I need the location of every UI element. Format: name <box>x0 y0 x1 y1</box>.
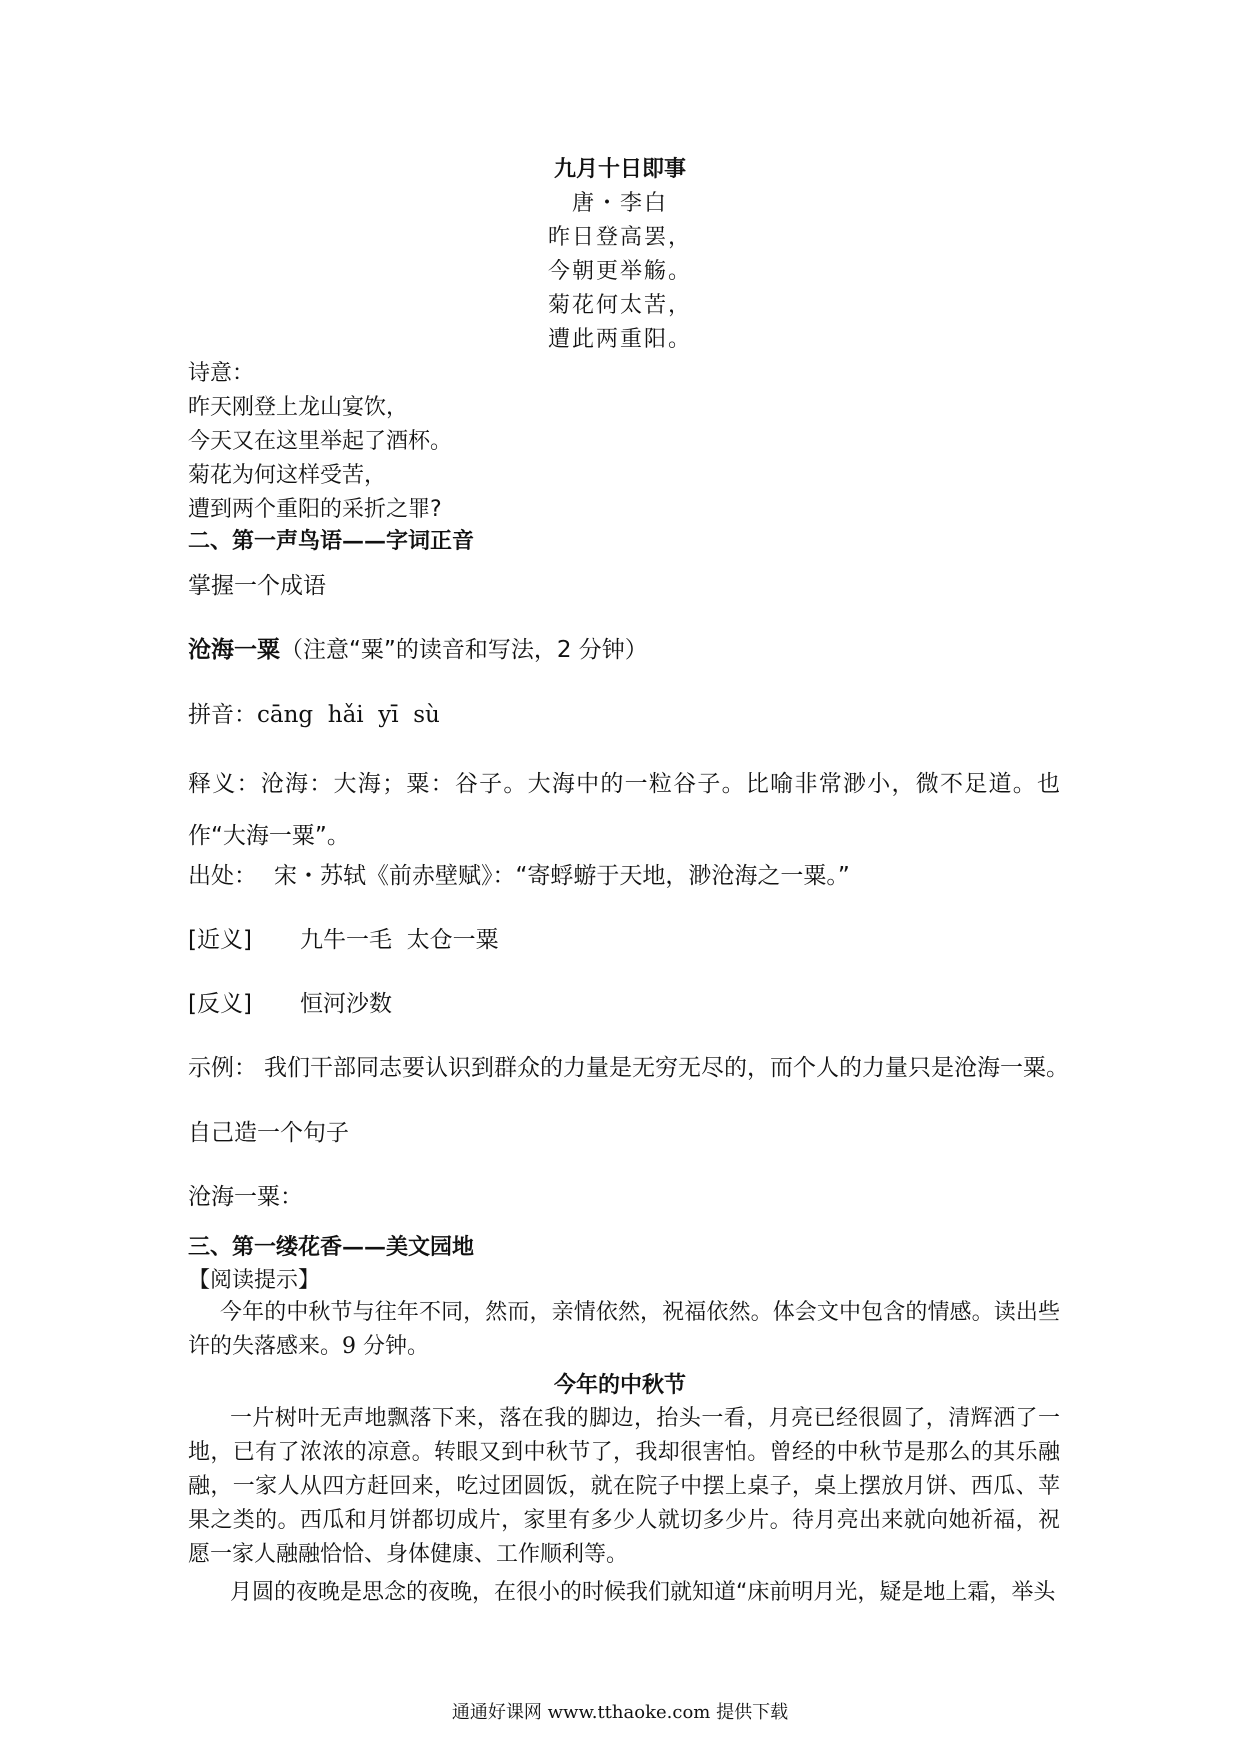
example-label: 示例： <box>188 1055 257 1081</box>
meaning-line: 昨天刚登上龙山宴饮， <box>188 395 409 420</box>
antonym-row <box>188 985 392 1018</box>
meaning-label: 诗意： <box>188 361 255 386</box>
synonym-label: [近义] <box>188 927 252 953</box>
poem-author: 唐・李白 <box>571 191 668 216</box>
antonym-label: [反义] <box>188 991 252 1017</box>
reading-tip-label: 【阅读提示】 <box>188 1268 321 1293</box>
poem-line: 今朝更举觞。 <box>547 259 692 284</box>
idiom-note: （注意“粟”的读音和写法，2 分钟） <box>280 637 648 663</box>
source-text: 宋・苏轼《前赤壁赋》：“寄蜉蝣于天地，渺沧海之一粟。” <box>274 863 850 889</box>
example-text: 我们干部同志要认识到群众的力量是无穷无尽的，而个人的力量只是沧海一粟。 <box>264 1055 1069 1081</box>
make-sentence-heading: 自己造一个句子 <box>188 1120 349 1146</box>
master-idiom-heading: 掌握一个成语 <box>188 573 326 599</box>
reading-tip-text: 今年的中秋节与往年不同，然而，亲情依然，祝福依然。体会文中包含的情感。读出些许的失落感来。9 分钟。 <box>188 1300 1060 1359</box>
source-row <box>188 857 850 890</box>
definition-label: 释义： <box>188 771 261 797</box>
idiom-line <box>188 631 648 664</box>
section-3-heading: 三、第一缕花香——美文园地 <box>188 1234 475 1260</box>
section-2-heading: 二、第一声鸟语——字词正音 <box>188 528 475 554</box>
article-title: 今年的中秋节 <box>553 1373 686 1398</box>
poem-title: 九月十日即事 <box>553 156 686 182</box>
poem-line: 遭此两重阳。 <box>547 327 692 352</box>
source-label: 出处： <box>188 863 257 889</box>
meaning-line: 今天又在这里举起了酒杯。 <box>188 429 453 454</box>
poem-line: 昨日登高罢， <box>547 225 692 250</box>
article-paragraph: 一片树叶无声地飘落下来，落在我的脚边，抬头一看，月亮已经很圆了，清辉洒了一地，已有了浓浓的凉意。转眼又到中秋节了，我却很害怕。曾经的中秋节是那么的其乐融融，一家人从四方赶回来，吃过团圆饭，就在院子中摆上桌子，桌上摆放月饼、西瓜、苹果之类的。西瓜和月饼都切成片，家里有多少人就切多少片。待月亮出来就向她祈福，祝愿一家人融融恰恰、身体健康、工作顺利等。 <box>188 1406 1060 1567</box>
article-paragraph: 月圆的夜晚是思念的夜晚，在很小的时候我们就知道“床前明月光，疑是地上霜，举头 <box>230 1580 1056 1605</box>
sentence-prompt: 沧海一粟： <box>188 1184 303 1210</box>
poem-line: 菊花何太苦， <box>547 293 692 318</box>
synonym-text: 九牛一毛 太仓一粟 <box>300 927 499 953</box>
pinyin-text: cāng hǎi yī sù <box>257 702 440 728</box>
definition-row <box>188 758 1060 862</box>
page-footer: 通通好课网 www.tthaoke.com 提供下载 <box>451 1702 789 1723</box>
idiom-word: 沧海一粟 <box>188 637 280 663</box>
definition-text: 沧海：大海；粟：谷子。大海中的一粒谷子。比喻非常渺小，微不足道。也作“大海一粟”。 <box>188 771 1061 849</box>
meaning-line: 菊花为何这样受苦， <box>188 463 387 488</box>
synonym-row <box>188 921 499 954</box>
pinyin-label: 拼音： <box>188 702 257 728</box>
pinyin-row <box>188 696 440 729</box>
antonym-text: 恒河沙数 <box>300 991 392 1017</box>
example-row <box>188 1049 1069 1082</box>
meaning-line: 遭到两个重阳的采折之罪? <box>188 497 442 522</box>
